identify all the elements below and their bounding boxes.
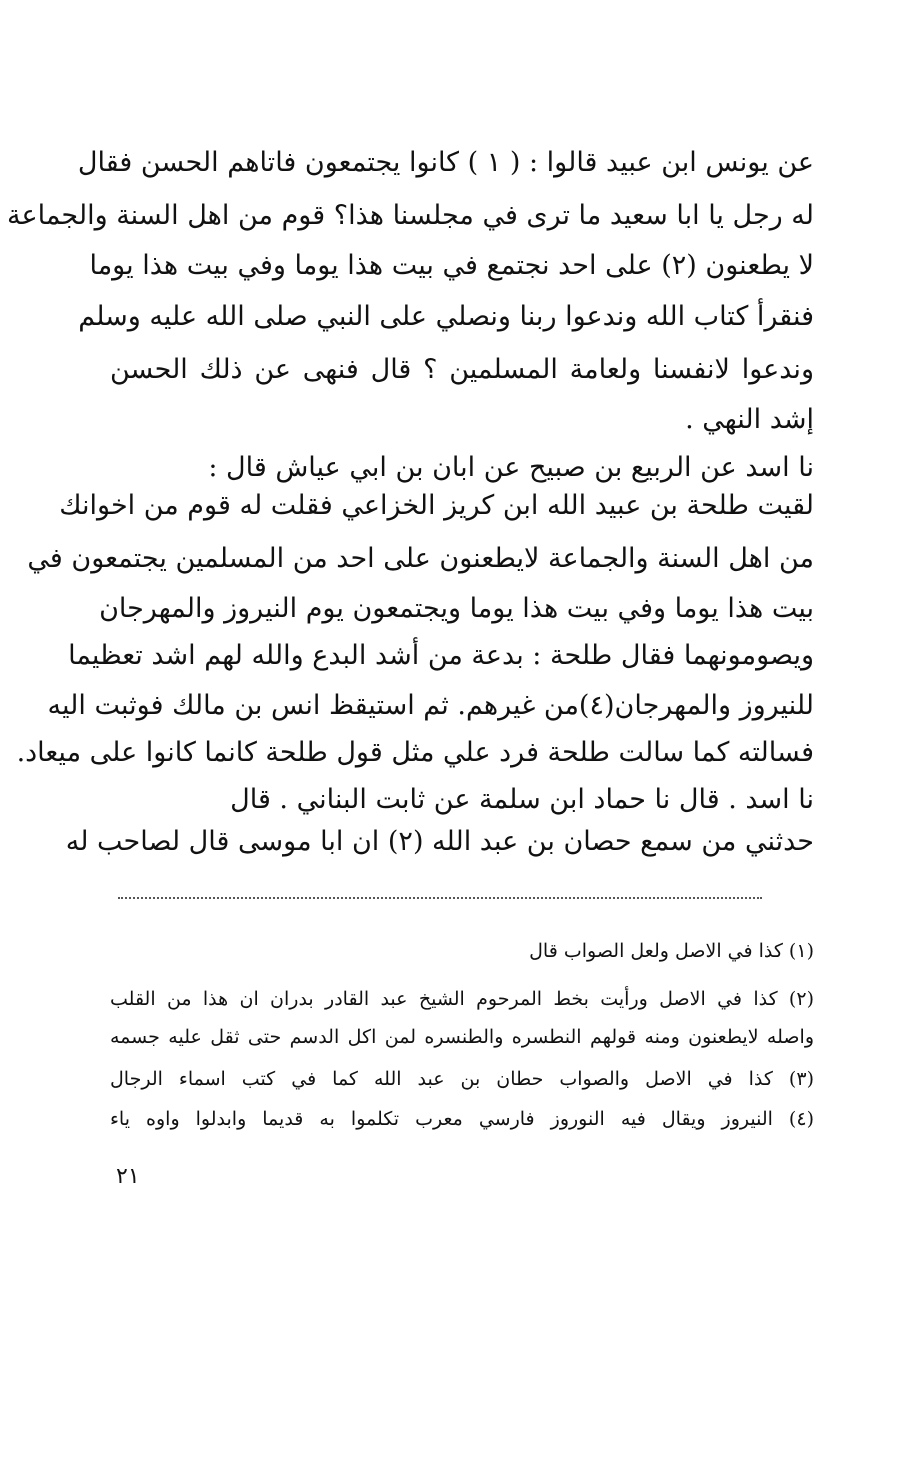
footnote-line: (٤) النيروز ويقال فيه النوروز فارسي معرب تكلموا به قديما وابدلوا واوه ياء bbox=[110, 1108, 814, 1130]
text-line: للنيروز والمهرجان(٤)من غيرهم. ثم استيقظ انس بن مالك فوثبت اليه bbox=[47, 690, 814, 721]
footnote-line: (٢) كذا في الاصل ورأيت بخط المرحوم الشيخ عبد القادر بدران ان هذا من القلب bbox=[110, 988, 814, 1010]
text-line: لقيت طلحة بن عبيد الله ابن كريز الخزاعي فقلت له قوم من اخوانك bbox=[59, 490, 814, 521]
text-line: عن يونس ابن عبيد قالوا : ( ١ ) كانوا يجتمعون فاتاهم الحسن فقال bbox=[77, 147, 814, 178]
isnad-line: نا اسد . قال نا حماد ابن سلمة عن ثابت البناني . قال bbox=[230, 784, 814, 815]
text-line: لا يطعنون (٢) على احد نجتمع في بيت هذا يوما وفي بيت هذا يوما bbox=[89, 250, 814, 281]
text-line: بيت هذا يوما وفي بيت هذا يوما ويجتمعون يوم النيروز والمهرجان bbox=[99, 593, 814, 624]
text-line: وندعوا لانفسنا ولعامة المسلمين ؟ قال فنهى عن ذلك الحسن bbox=[110, 354, 814, 385]
footnote-line: (٣) كذا في الاصل والصواب حطان بن عبد الله كما في كتب اسماء الرجال bbox=[110, 1068, 814, 1090]
text-line: من اهل السنة والجماعة لايطعنون على احد من المسلمين يجتمعون في bbox=[27, 543, 814, 574]
page-number: ٢١ bbox=[116, 1164, 140, 1189]
text-line: فنقرأ كتاب الله وندعوا ربنا ونصلي على النبي صلى الله عليه وسلم bbox=[78, 301, 814, 332]
footnote-divider bbox=[118, 897, 762, 899]
text-line: حدثني من سمع حصان بن عبد الله (٢) ان ابا موسى قال لصاحب له bbox=[65, 826, 814, 857]
text-line: إشد النهي . bbox=[685, 404, 814, 435]
isnad-line: نا اسد عن الربيع بن صبيح عن ابان بن ابي عياش قال : bbox=[208, 452, 814, 483]
text-line: له رجل يا ابا سعيد ما ترى في مجلسنا هذا؟ قوم من اهل السنة والجماعة bbox=[7, 200, 814, 231]
footnote-line: واصله لايطعنون ومنه قولهم النطسره والطنسره لمن اكل الدسم حتى ثقل عليه جسمه bbox=[110, 1026, 814, 1048]
text-line: ويصومونهما فقال طلحة : بدعة من أشد البدع والله لهم اشد تعظيما bbox=[68, 640, 814, 671]
text-line: فسالته كما سالت طلحة فرد علي مثل قول طلحة كانما كانوا على ميعاد. bbox=[16, 737, 814, 768]
footnote-line: (١) كذا في الاصل ولعل الصواب قال bbox=[529, 940, 814, 962]
